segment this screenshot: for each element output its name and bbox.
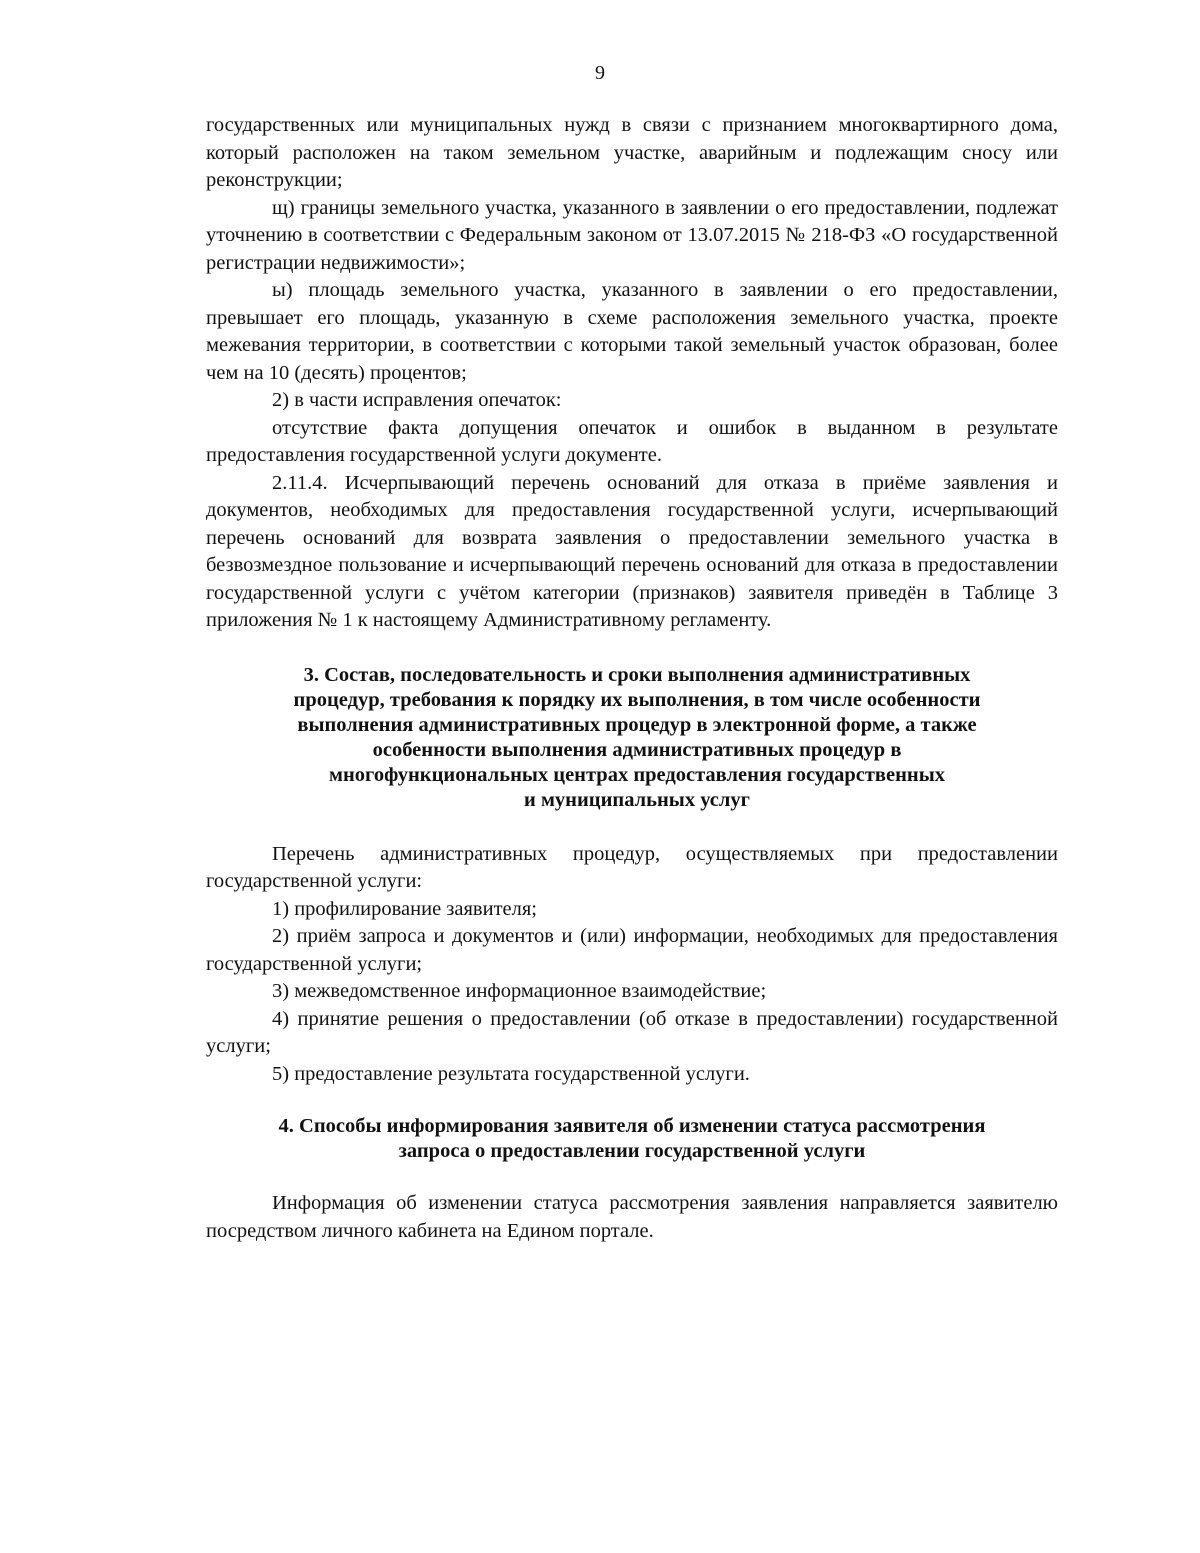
section-4-heading-line: 4. Способы информирования заявителя об изменении статуса рассмотрения: [278, 1115, 986, 1137]
section-3-heading-line: 3. Состав, последовательность и сроки выполнения административных: [303, 663, 971, 686]
section-4-heading-line: запроса о предоставлении государственной услуги: [398, 1140, 866, 1162]
section-3-heading-line: многофункциональных центрах предоставления государственных: [329, 763, 945, 786]
section-4-heading: [206, 1114, 1058, 1164]
section-3-heading-line: выполнения административных процедур в электронной форме, а также: [297, 713, 977, 736]
paragraph-item-2: 2) в части исправления опечаток:: [272, 389, 562, 411]
document-body: [206, 112, 1058, 1245]
procedure-item: 3) межведомственное информационное взаимодействие;: [272, 980, 767, 1002]
paragraph-continuation: государственных или муниципальных нужд в связи с признанием многоквартирного дома, который расположен на таком земельном участке, аварийным и подлежащим сносу или реконструкции;: [206, 114, 1058, 191]
paragraph-item-y: ы) площадь земельного участка, указанного в заявлении о его предоставлении, превышает его площадь, указанную в схеме расположения земельного участка, проекте межевания территории, в соответствии с которыми такой земельный участок образован, более чем на 10 (десять) процентов;: [206, 279, 1058, 384]
paragraph-typo-basis: отсутствие факта допущения опечаток и ошибок в выданном в результате предоставления государственной услуги документе.: [206, 416, 1058, 466]
section-3-heading-line: и муниципальных услуг: [524, 788, 750, 811]
procedures-intro: Перечень административных процедур, осуществляемых при предоставлении государственной услуги:: [206, 842, 1058, 892]
procedure-item: 5) предоставление результата государственной услуги.: [272, 1062, 750, 1085]
section-3-heading-line: процедур, требования к порядку их выполнения, в том числе особенности: [293, 688, 981, 711]
section-3-heading: [206, 663, 1058, 813]
paragraph-item-shch: щ) границы земельного участка, указанного в заявлении о его предоставлении, подлежат уточнению в соответствии с Федеральным законом от 13.07.2015 № 218-ФЗ «О государственной регистрации недвижимости»;: [206, 196, 1058, 274]
procedure-item: 4) принятие решения о предоставлении (об отказе в предоставлении) государственной услуги;: [206, 1007, 1058, 1057]
procedure-item: 1) профилирование заявителя;: [272, 897, 537, 920]
page-number: 9: [595, 62, 605, 84]
section-3-heading-line: особенности выполнения административных процедур в: [372, 738, 902, 761]
procedure-item: 2) приём запроса и документов и (или) информации, необходимых для предоставления государственной услуги;: [206, 925, 1058, 975]
paragraph-2-11-4: 2.11.4. Исчерпывающий перечень оснований для отказа в приёме заявления и документов, необходимых для предоставления государственной услуги, исчерпывающий перечень оснований для возврата заявления о предоставлении земельного участка в безвозмездное пользование и исчерпывающий перечень оснований для отказа в предоставлении государственной услуги с учётом категории (признаков) заявителя приведён в Таблице 3 приложения № 1 к настоящему Административному регламенту.: [206, 471, 1058, 631]
status-info-paragraph: Информация об изменении статуса рассмотрения заявления направляется заявителю посредством личного кабинета на Едином портале.: [206, 1192, 1058, 1242]
